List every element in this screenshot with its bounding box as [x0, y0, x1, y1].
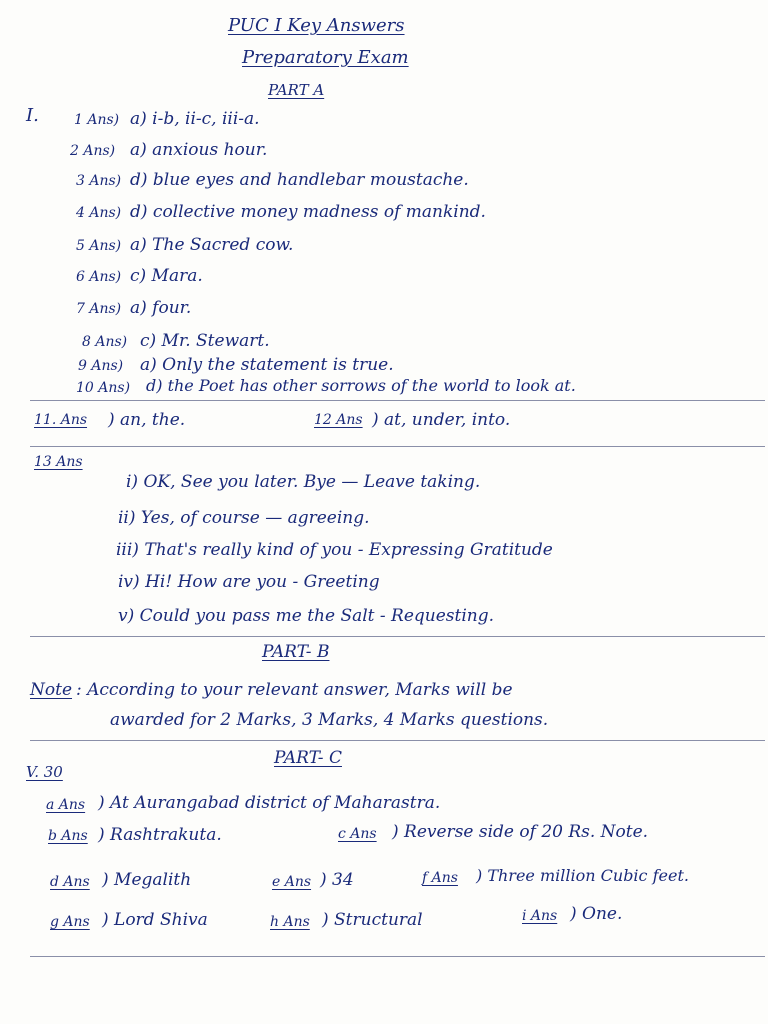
answer-label: e Ans	[272, 874, 312, 890]
answer-text: ) Rashtrakuta.	[98, 825, 222, 845]
answer-label: a Ans	[46, 797, 86, 813]
answer-label: c Ans	[338, 826, 377, 842]
answer-label: b Ans	[48, 828, 88, 844]
answer-label: 5 Ans)	[76, 238, 122, 254]
answer-text: d) blue eyes and handlebar moustache.	[130, 170, 469, 190]
answer-text: d) the Poet has other sorrows of the world to look at.	[146, 376, 576, 395]
list-item: iii) That's really kind of you - Expressing Gratitude	[116, 540, 553, 560]
answer-label: 6 Ans)	[76, 269, 122, 285]
divider	[30, 400, 765, 401]
answer-label: h Ans	[270, 914, 310, 930]
answer-text: ) Lord Shiva	[102, 910, 208, 930]
answer-label: 4 Ans)	[76, 205, 122, 221]
list-item: v) Could you pass me the Salt - Requesting.	[118, 606, 495, 626]
answer-text: a) The Sacred cow.	[130, 235, 294, 255]
note-line-2: awarded for 2 Marks, 3 Marks, 4 Marks questions.	[110, 710, 549, 730]
question-number: V. 30	[26, 763, 63, 781]
answer-text: ) Megalith	[102, 870, 192, 890]
part-c-heading: PART- C	[274, 748, 342, 768]
page-title: PUC I Key Answers	[228, 15, 405, 36]
part-a-heading: PART A	[268, 81, 325, 99]
answer-label: 2 Ans)	[70, 143, 116, 159]
divider	[30, 636, 765, 637]
note-label: Note	[30, 680, 73, 700]
divider	[30, 740, 765, 741]
answer-text: c) Mr. Stewart.	[140, 331, 270, 351]
list-item: iv) Hi! How are you - Greeting	[118, 572, 380, 592]
list-item: i) OK, See you later. Bye — Leave taking.	[126, 472, 481, 492]
q13-label: 13 Ans	[34, 454, 83, 470]
answer-text: ) 34	[320, 870, 354, 890]
answer-text: ) Reverse side of 20 Rs. Note.	[392, 822, 649, 842]
answer-text: ) At Aurangabad district of Maharastra.	[98, 793, 441, 813]
answer-label: g Ans	[50, 914, 90, 930]
list-item: ii) Yes, of course — agreeing.	[118, 508, 370, 528]
answer-label: d Ans	[50, 874, 90, 890]
answer-label: i Ans	[522, 908, 558, 924]
answer-label: 1 Ans)	[74, 112, 120, 128]
answer-text: c) Mara.	[130, 266, 203, 286]
answer-text: a) anxious hour.	[130, 140, 268, 160]
answer-label: f Ans	[422, 870, 458, 886]
answer-label: 3 Ans)	[76, 173, 122, 189]
answer-text: a) four.	[130, 298, 192, 318]
answer-text: d) collective money madness of mankind.	[130, 202, 486, 222]
answer-text: a) Only the statement is true.	[140, 355, 394, 375]
q12-text: ) at, under, into.	[372, 410, 511, 430]
answer-text: ) One.	[570, 904, 623, 924]
part-b-heading: PART- B	[262, 642, 330, 662]
q11-label: 11. Ans	[34, 412, 88, 428]
divider	[30, 446, 765, 447]
answer-label: 10 Ans)	[76, 380, 131, 396]
page-subtitle: Preparatory Exam	[242, 47, 409, 68]
answer-text: ) Three million Cubic feet.	[476, 866, 689, 885]
q11-text: ) an, the.	[108, 410, 186, 430]
answer-label: 9 Ans)	[78, 358, 124, 374]
q12-label: 12 Ans	[314, 412, 363, 428]
divider	[30, 956, 765, 957]
answer-text: ) Structural	[322, 910, 423, 930]
section-roman: I.	[26, 105, 39, 126]
answer-text: a) i-b, ii-c, iii-a.	[130, 109, 260, 129]
note-line-1: : According to your relevant answer, Marks will be	[76, 680, 513, 700]
answer-label: 7 Ans)	[76, 301, 122, 317]
answer-label: 8 Ans)	[82, 334, 128, 350]
